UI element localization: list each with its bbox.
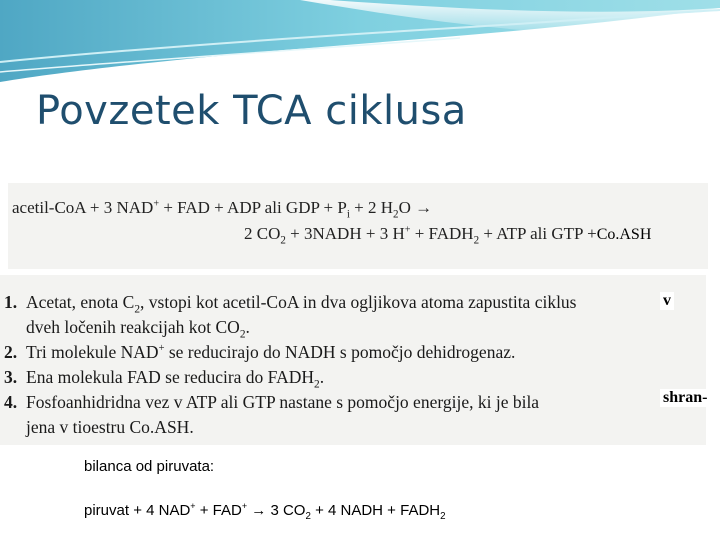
balance-equation: piruvat + 4 NAD+ + FAD+ → 3 $CO_2 + 4$ NADH + $FADH_2$ [84,501,446,522]
list-item: 2. Tri molekule NAD+ se reducirajo do NADH s pomočjo dehidrogenaz. [4,342,516,362]
list-edge-fragment: v [660,292,674,310]
equation-tail: Co.ASH [596,226,652,243]
equation-line-1: acetil-CoA + 3 NAD+ + FAD + ADP ali GDP + $P_i + 2$ $H_2O$ → [12,198,433,221]
header-decoration [0,0,720,90]
list-item-cont: jena v tioestru Co.ASH. [26,417,194,437]
list-item: 1. Acetat, enota $C_2$, vstopi kot acetil-CoA in dva ogljikova atoma zapustita ciklus [4,292,577,316]
list-item-cont: dveh ločenih reakcijah kot $CO_2$. [26,317,250,341]
summary-list [4,290,577,440]
list-edge-fragment: shran- [660,389,710,407]
list-item: 4. Fosfoanhidridna vez v ATP ali GTP nastane s pomočjo energije, ki je bila [4,392,540,412]
balance-label: bilanca od piruvata: [84,458,215,475]
equation-line-2: 2 $CO_2$ + 3NADH + 3 $H^+ + FADH_2$ + ATP ali GTP +Co.ASH [244,224,652,247]
page-title: Povzetek TCA ciklusa [36,88,467,134]
list-item: 3. Ena molekula FAD se reducira do $FADH_2$. [4,367,325,391]
